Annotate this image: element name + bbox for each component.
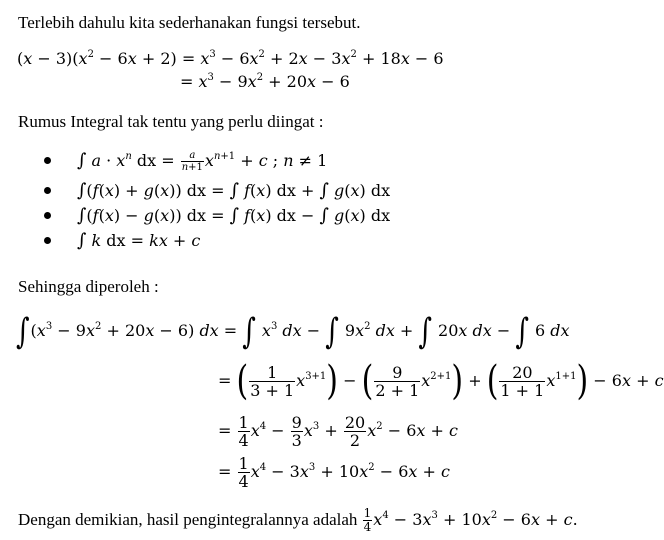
simplification-rhs-1: = $x^3 - 6x^2 + 2x - 3x^2 + 18x - 6$ (181, 49, 444, 68)
fraction: $\frac{20}{1 + 1}$ (500, 363, 545, 400)
simplification-lhs: $(x - 3)(x^2 - 6x + 2)$ (17, 49, 177, 68)
fraction: $\frac{9}{2 + 1}$ (375, 363, 420, 400)
intro-text: Terlebih dahulu kita sederhanakan fungsi tersebut. (18, 13, 361, 32)
rule-item-sum: ∫(f(x) + g(x)) dx = ∫ f(x) dx + ∫ g(x) dx (44, 181, 390, 201)
rules-heading: Rumus Integral tak tentu yang perlu diingat : (18, 112, 324, 131)
fraction: $\frac{20}{2}$ (344, 413, 366, 450)
conclusion-result: $\frac{1}{4}$ $x^4 - 3x^3 + 10x^2 - 6x + c$. (363, 506, 578, 534)
derivation-line-1: $\int(x^3 - 9x^2 + 20x - 6)$ dx = ∫ $x^3$ dx − ∫ $9x^2$ dx + ∫ 20x dx − ∫ 6 dx (16, 311, 570, 352)
derivation-line-3: = $\frac{1}{4}$ $x^4$ − $\frac{9}{3}$ $x^3$ + $\frac{20}{2}$ $x^2 - 6x + c$ (218, 413, 458, 450)
simplification-line-1 (17, 49, 444, 69)
bullet-icon (44, 237, 51, 244)
derivation-line-4: = $\frac{1}{4}$ $x^4 - 3x^3 + 10x^2 - 6x + c$ (218, 454, 450, 491)
derivation-line-2: = ( $\frac{1}{3 + 1}$ $x^{3+1}$) − ( $\frac{9}{2 + 1}$ $x^{2+1}$) + ( $\frac{20}{1 + 1}$ $x^{1+1}) - 6x + c$ (218, 357, 664, 405)
bullet-icon (44, 212, 51, 219)
fraction: $\frac{9}{3}$ (291, 413, 302, 450)
conclusion-text: Dengan demikian, hasil pengintegralannya adalah (18, 510, 362, 529)
fraction: $\frac{1}{4}$ (238, 413, 249, 450)
integral-sign: ∫ (16, 311, 30, 352)
result-heading: Sehingga diperoleh : (18, 277, 159, 296)
bullet-icon (44, 157, 51, 164)
integral-sign: ∫ (418, 311, 432, 352)
conclusion (18, 507, 578, 534)
rule-item-difference: ∫(f(x) − g(x)) dx = ∫ f(x) dx − ∫ g(x) dx (44, 206, 390, 226)
integral-sign: ∫ (242, 311, 256, 352)
simplification-line-2: = $x^3 - 9x^2 + 20x - 6$ (180, 72, 350, 91)
rule-item-power: ∫ $a \cdot x^n$ dx = $\frac{a}{n+1}$ $x^{n+1} + c$ ; n ≠ 1 (44, 150, 327, 173)
fraction: $\frac{1}{4}$ (363, 506, 372, 534)
fraction: $\frac{1}{3 + 1}$ (250, 363, 295, 400)
fraction: $\frac{1}{4}$ (238, 454, 249, 491)
bullet-icon (44, 187, 51, 194)
fraction: $\frac{a}{n+1}$ (181, 150, 203, 173)
rule-item-constant: ∫ k dx = kx + c (44, 231, 200, 251)
integral-sign: ∫ (325, 311, 339, 352)
integral-sign: ∫ (515, 311, 529, 352)
